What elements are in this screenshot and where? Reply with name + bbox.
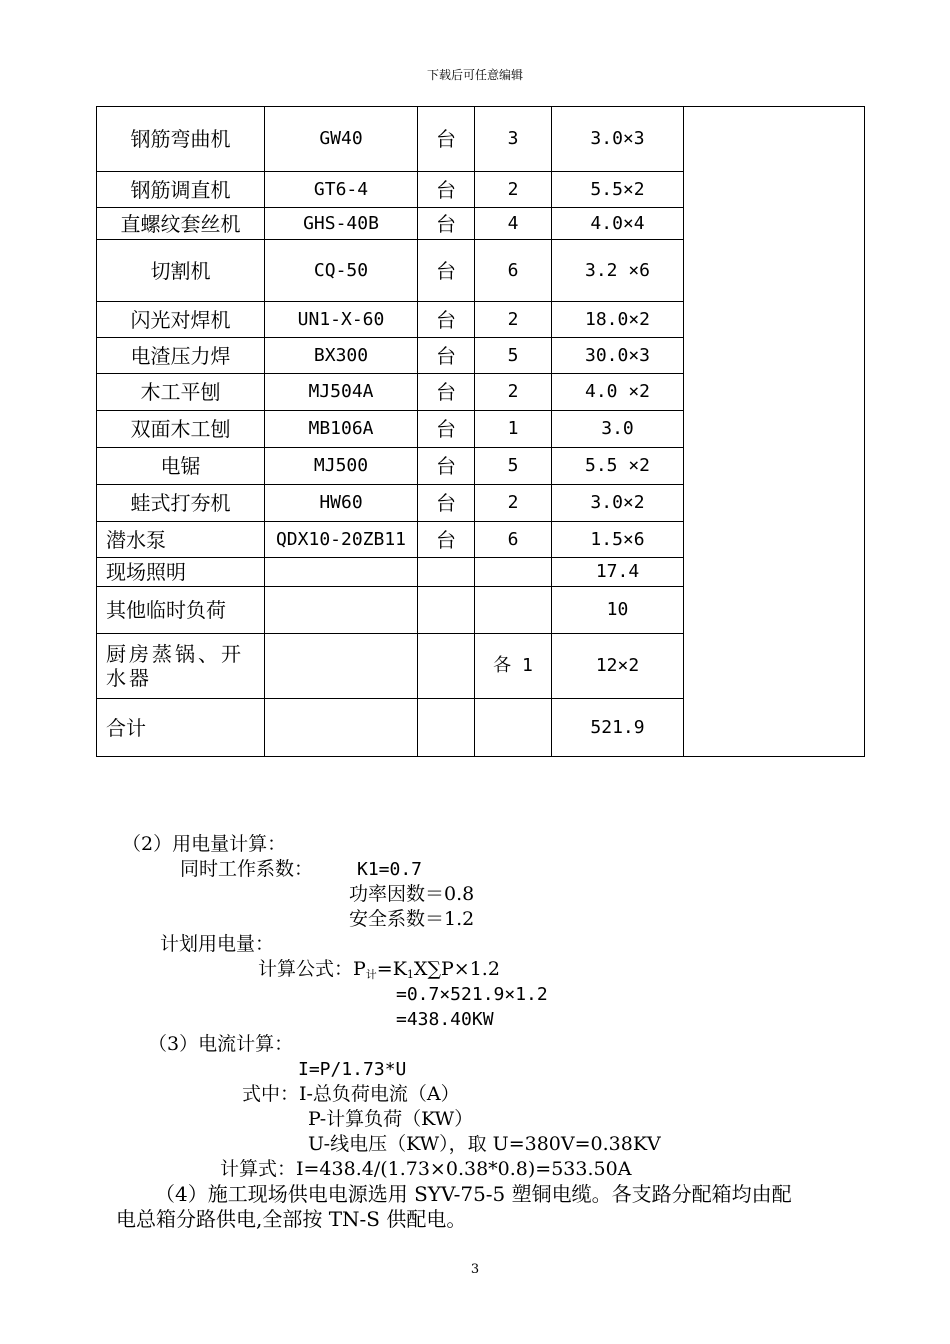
- equipment-unit: 台: [418, 485, 475, 522]
- equipment-power: 5.5 ×2: [552, 448, 684, 485]
- equipment-name: 厨房蒸锅、开水器: [97, 634, 265, 699]
- formula-subscript-2: 1: [406, 968, 414, 981]
- equipment-model: MJ500: [265, 448, 418, 485]
- equipment-qty: 2: [475, 302, 552, 338]
- formula-mid: =K: [376, 958, 407, 980]
- section-4-line-2: 电总箱分路供电,全部按 TN-S 供配电。: [116, 1207, 467, 1231]
- equipment-power: 5.5×2: [552, 172, 684, 208]
- equipment-qty: 5: [475, 338, 552, 374]
- equipment-name: 蛙式打夯机: [97, 485, 265, 522]
- equipment-unit: 台: [418, 448, 475, 485]
- current-calculation: 计算式：I=438.4/(1.73×0.38*0.8)=533.50A: [220, 1158, 632, 1180]
- equipment-name: 切割机: [97, 240, 265, 302]
- section-2-title: （2）用电量计算：: [122, 833, 287, 855]
- equipment-name: 其他临时负荷: [97, 587, 265, 634]
- equipment-qty: 4: [475, 208, 552, 240]
- equipment-unit: 台: [418, 302, 475, 338]
- equipment-power: 17.4: [552, 558, 684, 587]
- equipment-model: GT6-4: [265, 172, 418, 208]
- equipment-qty: [475, 699, 552, 757]
- equipment-name: 钢筋弯曲机: [97, 107, 265, 172]
- equipment-name: 直螺纹套丝机: [97, 208, 265, 240]
- equipment-power: 4.0×4: [552, 208, 684, 240]
- equipment-name: 电锯: [97, 448, 265, 485]
- equipment-unit: 台: [418, 208, 475, 240]
- equipment-unit: 台: [418, 172, 475, 208]
- equipment-unit: [418, 587, 475, 634]
- equipment-qty: 2: [475, 485, 552, 522]
- equipment-power: 12×2: [552, 634, 684, 699]
- formula-subscript: 计: [365, 968, 377, 981]
- equipment-power: 3.0: [552, 411, 684, 448]
- equipment-name: 现场照明: [97, 558, 265, 587]
- equipment-power: 4.0 ×2: [552, 374, 684, 411]
- power-factor: 功率因数＝0.8: [349, 883, 475, 905]
- equipment-qty: 6: [475, 240, 552, 302]
- equipment-model: CQ-50: [265, 240, 418, 302]
- equipment-model: [265, 699, 418, 757]
- equipment-power: 1.5×6: [552, 522, 684, 558]
- equipment-model: [265, 558, 418, 587]
- equipment-name: 木工平刨: [97, 374, 265, 411]
- simultaneity-label: 同时工作系数：: [180, 858, 314, 880]
- equipment-model: UN1-X-60: [265, 302, 418, 338]
- current-formula: I=P/1.73*U: [298, 1059, 407, 1080]
- equipment-power: 18.0×2: [552, 302, 684, 338]
- equipment-unit: 台: [418, 374, 475, 411]
- formula-rest: X∑P×1.2: [413, 958, 500, 980]
- planned-power-label: 计划用电量：: [160, 933, 275, 955]
- equipment-name: 闪光对焊机: [97, 302, 265, 338]
- equipment-model: MB106A: [265, 411, 418, 448]
- equipment-qty: 6: [475, 522, 552, 558]
- formula-line-2: =0.7×521.9×1.2: [396, 984, 548, 1005]
- equipment-name: 双面木工刨: [97, 411, 265, 448]
- equipment-unit: [418, 558, 475, 587]
- equipment-qty: 5: [475, 448, 552, 485]
- equipment-model: QDX10-20ZB11: [265, 522, 418, 558]
- equipment-unit: 台: [418, 522, 475, 558]
- equipment-unit: 台: [418, 338, 475, 374]
- equipment-qty: [475, 558, 552, 587]
- formula-line-3: =438.40KW: [396, 1009, 494, 1030]
- where-power: P-计算负荷（KW）: [308, 1108, 474, 1130]
- page-number: 3: [470, 1262, 480, 1277]
- equipment-model: MJ504A: [265, 374, 418, 411]
- equipment-name: 电渣压力焊: [97, 338, 265, 374]
- table-row: [97, 107, 865, 172]
- equipment-qty: 3: [475, 107, 552, 172]
- equipment-qty: [475, 587, 552, 634]
- equipment-power: 10: [552, 587, 684, 634]
- equipment-qty: 2: [475, 172, 552, 208]
- where-current: 式中：I-总负荷电流（A）: [242, 1083, 460, 1105]
- equipment-name: 潜水泵: [97, 522, 265, 558]
- equipment-power: 30.0×3: [552, 338, 684, 374]
- equipment-model: [265, 634, 418, 699]
- equipment-power: 521.9: [552, 699, 684, 757]
- equipment-model: HW60: [265, 485, 418, 522]
- equipment-table: [96, 106, 865, 757]
- section-4-line-1: （4）施工现场供电电源选用 SYV-75-5 塑铜电缆。各支路分配箱均由配: [155, 1182, 792, 1206]
- equipment-unit: 台: [418, 107, 475, 172]
- equipment-model: GHS-40B: [265, 208, 418, 240]
- equipment-unit: [418, 699, 475, 757]
- equipment-qty: 1: [475, 411, 552, 448]
- equipment-model: GW40: [265, 107, 418, 172]
- equipment-model: [265, 587, 418, 634]
- remarks-cell: [684, 107, 865, 757]
- header-note: 下载后可任意编辑: [426, 68, 523, 82]
- equipment-unit: 台: [418, 411, 475, 448]
- equipment-name: 合计: [97, 699, 265, 757]
- section-3-title: （3）电流计算：: [148, 1033, 294, 1055]
- safety-factor: 安全系数＝1.2: [349, 908, 475, 930]
- equipment-unit: [418, 634, 475, 699]
- formula-label: 计算公式：P: [258, 958, 366, 980]
- equipment-model: BX300: [265, 338, 418, 374]
- equipment-power: 3.2 ×6: [552, 240, 684, 302]
- equipment-name: 钢筋调直机: [97, 172, 265, 208]
- equipment-qty: 2: [475, 374, 552, 411]
- where-voltage: U-线电压（KW），取 U=380V=0.38KV: [308, 1133, 661, 1155]
- equipment-power: 3.0×3: [552, 107, 684, 172]
- simultaneity-value: K1=0.7: [357, 859, 423, 880]
- equipment-qty: 各 1: [475, 634, 552, 699]
- equipment-unit: 台: [418, 240, 475, 302]
- equipment-power: 3.0×2: [552, 485, 684, 522]
